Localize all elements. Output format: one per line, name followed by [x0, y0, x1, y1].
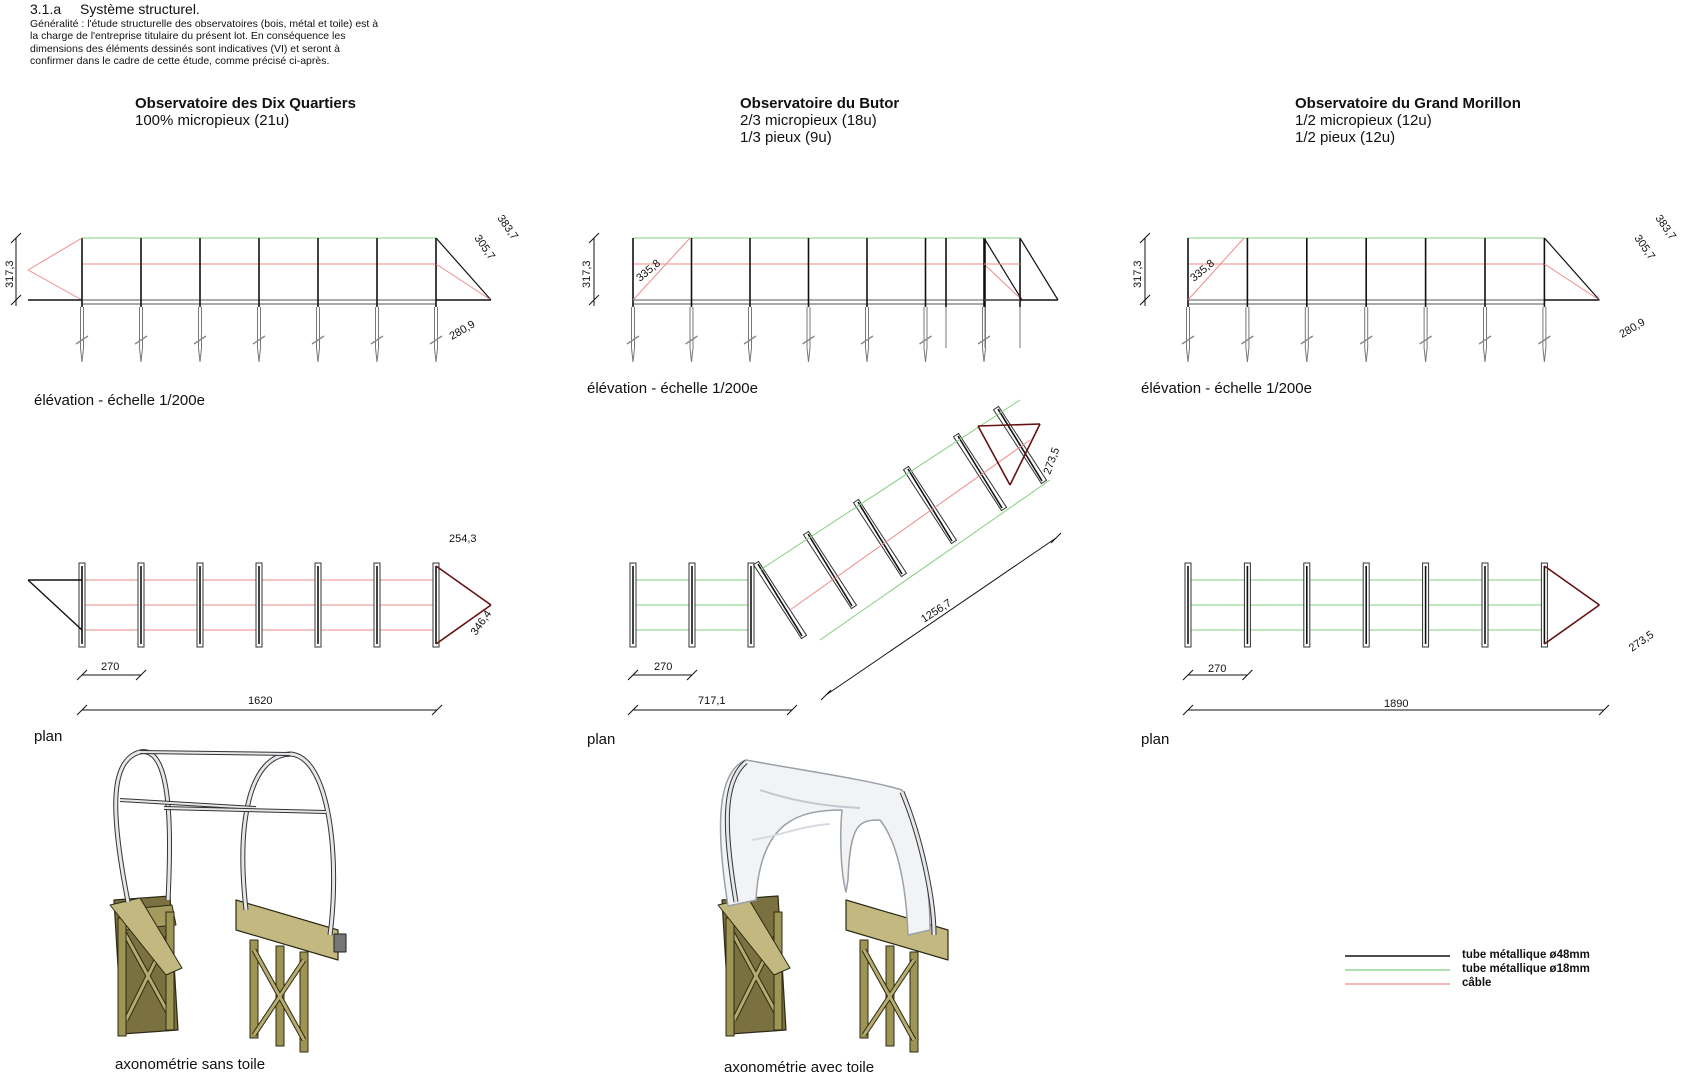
pile-tip: [1307, 348, 1309, 362]
dim-diag-c-dix: 280,9: [447, 318, 478, 343]
axo-caption-without: axonométrie sans toile: [115, 1056, 266, 1073]
elevation-drawing-morillon: [1140, 233, 1599, 362]
pile-tip: [926, 348, 928, 362]
pile-mark: [253, 336, 265, 344]
elevation-label-butor: élévation - échelle 1/200e: [587, 380, 758, 397]
section-title: Système structurel.: [80, 1, 200, 17]
elevation-drawing-butor: [589, 233, 1058, 362]
pile-mark: [1420, 336, 1432, 344]
pile-tip: [633, 348, 635, 362]
legend-label-tube-18: tube métallique ø18mm: [1462, 963, 1590, 975]
pile-tip: [809, 348, 811, 362]
observatory-spec: 1/2 micropieux (12u): [1295, 112, 1432, 129]
pile-tip: [1426, 348, 1428, 362]
dimension-tick: [821, 690, 831, 700]
pile-tip: [141, 348, 143, 362]
pile-mark: [978, 336, 990, 344]
pile-tip: [200, 348, 202, 362]
dim-diag-c-morillon: 280,9: [1617, 316, 1648, 341]
pile-mark: [1241, 336, 1253, 344]
pile-tip: [1366, 348, 1368, 362]
timber-trestle-left: [110, 896, 182, 1036]
wing-tube: [436, 566, 491, 605]
elevation-drawing-dix: [11, 233, 491, 362]
axonometry-without-canvas: [110, 752, 346, 1052]
pile-tip: [82, 348, 84, 362]
pile-tip: [984, 348, 986, 362]
wing-tube: [978, 424, 1040, 426]
pile-tip: [1544, 348, 1546, 362]
dim-length-dix: 1620: [248, 695, 273, 707]
observatory-title: Observatoire du Grand Morillon: [1295, 95, 1521, 112]
observatory-spec: 1/2 pieux (12u): [1295, 129, 1396, 146]
wing-cable: [28, 238, 82, 270]
legend-label-tube-48: tube métallique ø48mm: [1462, 949, 1590, 961]
plan-tube-rotated: [958, 436, 1002, 508]
pile-mark: [312, 336, 324, 344]
dim-diag-d-butor: 335,8: [634, 257, 664, 285]
elevation-label-morillon: élévation - échelle 1/200e: [1141, 380, 1312, 397]
plan-label-morillon: plan: [1141, 731, 1170, 748]
plan-label-dix: plan: [34, 728, 63, 745]
description-line: la charge de l'entreprise titulaire du présent lot. En conséquence les: [30, 30, 346, 43]
description-line: dimensions des éléments dessinés sont indicatives (VI) et seront à: [30, 42, 340, 55]
pile-tip: [377, 348, 379, 362]
pile-mark: [1479, 336, 1491, 344]
dim-plan-c-butor: 273,5: [1041, 446, 1063, 477]
wing-tube: [1020, 238, 1058, 300]
pile-mark: [194, 336, 206, 344]
pile-tip: [692, 348, 694, 362]
wing-tube: [1544, 566, 1599, 605]
axo-caption-with: axonométrie avec toile: [724, 1059, 875, 1076]
dim-height-dix: 317,3: [4, 260, 16, 288]
pile-mark: [1182, 336, 1194, 344]
plan-tube-rotated: [808, 534, 852, 606]
legend: [1345, 956, 1450, 984]
pile-mark: [920, 336, 932, 344]
dim-plan-c-morillon: 273,5: [1626, 628, 1657, 655]
axonometry-with-canvas: [718, 760, 948, 1052]
plan-drawing-butor: [628, 400, 1061, 715]
observatory-spec: 100% micropieux (21u): [135, 112, 290, 129]
pile-tip: [1247, 348, 1249, 362]
pile-mark: [430, 336, 442, 344]
dim-diag-a-dix: 383,7: [494, 212, 521, 243]
pile-tip: [259, 348, 261, 362]
plan-tube-rotated: [908, 469, 952, 541]
dimension-tick: [1051, 533, 1061, 543]
wing-cable: [28, 270, 82, 300]
observatory-title: Observatoire du Butor: [740, 95, 900, 112]
dim-length-butor-b: 1256,7: [919, 597, 954, 626]
pile-tip: [1188, 348, 1190, 362]
dim-diag-a-morillon: 383,7: [1652, 212, 1679, 243]
pile-tip: [867, 348, 869, 362]
plan-drawing-dix: [28, 563, 491, 715]
dim-plan-a-dix: 254,3: [449, 533, 477, 545]
description-line: Généralité : l'étude structurelle des observatoires (bois, métal et toile) est à: [30, 18, 379, 30]
plan-rail: [790, 440, 1030, 610]
plan-drawing-morillon: [1183, 563, 1609, 715]
dim-length-morillon: 1890: [1384, 698, 1409, 710]
dim-diag-d-morillon: 335,8: [1188, 257, 1218, 285]
pile-mark: [135, 336, 147, 344]
pile-tip: [1485, 348, 1487, 362]
wing-tube: [28, 580, 82, 630]
pile-mark: [76, 336, 88, 344]
pile-tip: [318, 348, 320, 362]
dimension-line: [826, 538, 1056, 695]
pile-tip: [436, 348, 438, 362]
pile-mark: [861, 336, 873, 344]
plan-tube-rotated: [858, 502, 902, 574]
plan-tube-rotated: [758, 564, 802, 636]
pile-mark: [803, 336, 815, 344]
elevation-label-dix: élévation - échelle 1/200e: [34, 392, 205, 409]
section-number: 3.1.a: [30, 1, 62, 17]
dim-plan-b-dix: 346,4: [468, 608, 495, 638]
dim-diag-b-dix: 305,7: [471, 232, 498, 263]
dim-bay-butor: 270: [654, 661, 673, 673]
pile-mark: [744, 336, 756, 344]
pile-mark: [627, 336, 639, 344]
dim-length-butor-a: 717,1: [698, 695, 726, 707]
timber-trestle-left: [718, 896, 790, 1036]
plan-label-butor: plan: [587, 731, 616, 748]
dim-height-morillon: 317,3: [1132, 260, 1144, 288]
observatory-spec: 2/3 micropieux (18u): [740, 112, 877, 129]
pile-mark: [1360, 336, 1372, 344]
pile-mark: [1301, 336, 1313, 344]
dim-bay-morillon: 270: [1208, 663, 1227, 675]
pile-mark: [371, 336, 383, 344]
dim-height-butor: 317,3: [581, 260, 593, 288]
pile-tip: [750, 348, 752, 362]
plan-tube-rotated: [998, 409, 1042, 481]
wing-tube: [1544, 605, 1599, 644]
description-line: confirmer dans le cadre de cette étude, comme précisé ci-après.: [30, 54, 330, 67]
observatory-spec: 1/3 pieux (9u): [740, 129, 832, 146]
observatory-title: Observatoire des Dix Quartiers: [135, 95, 356, 112]
dim-diag-b-morillon: 305,7: [1631, 232, 1658, 263]
dim-bay-dix: 270: [101, 661, 120, 673]
pile-mark: [686, 336, 698, 344]
pile-mark: [1538, 336, 1550, 344]
legend-label-cable: câble: [1462, 977, 1492, 989]
